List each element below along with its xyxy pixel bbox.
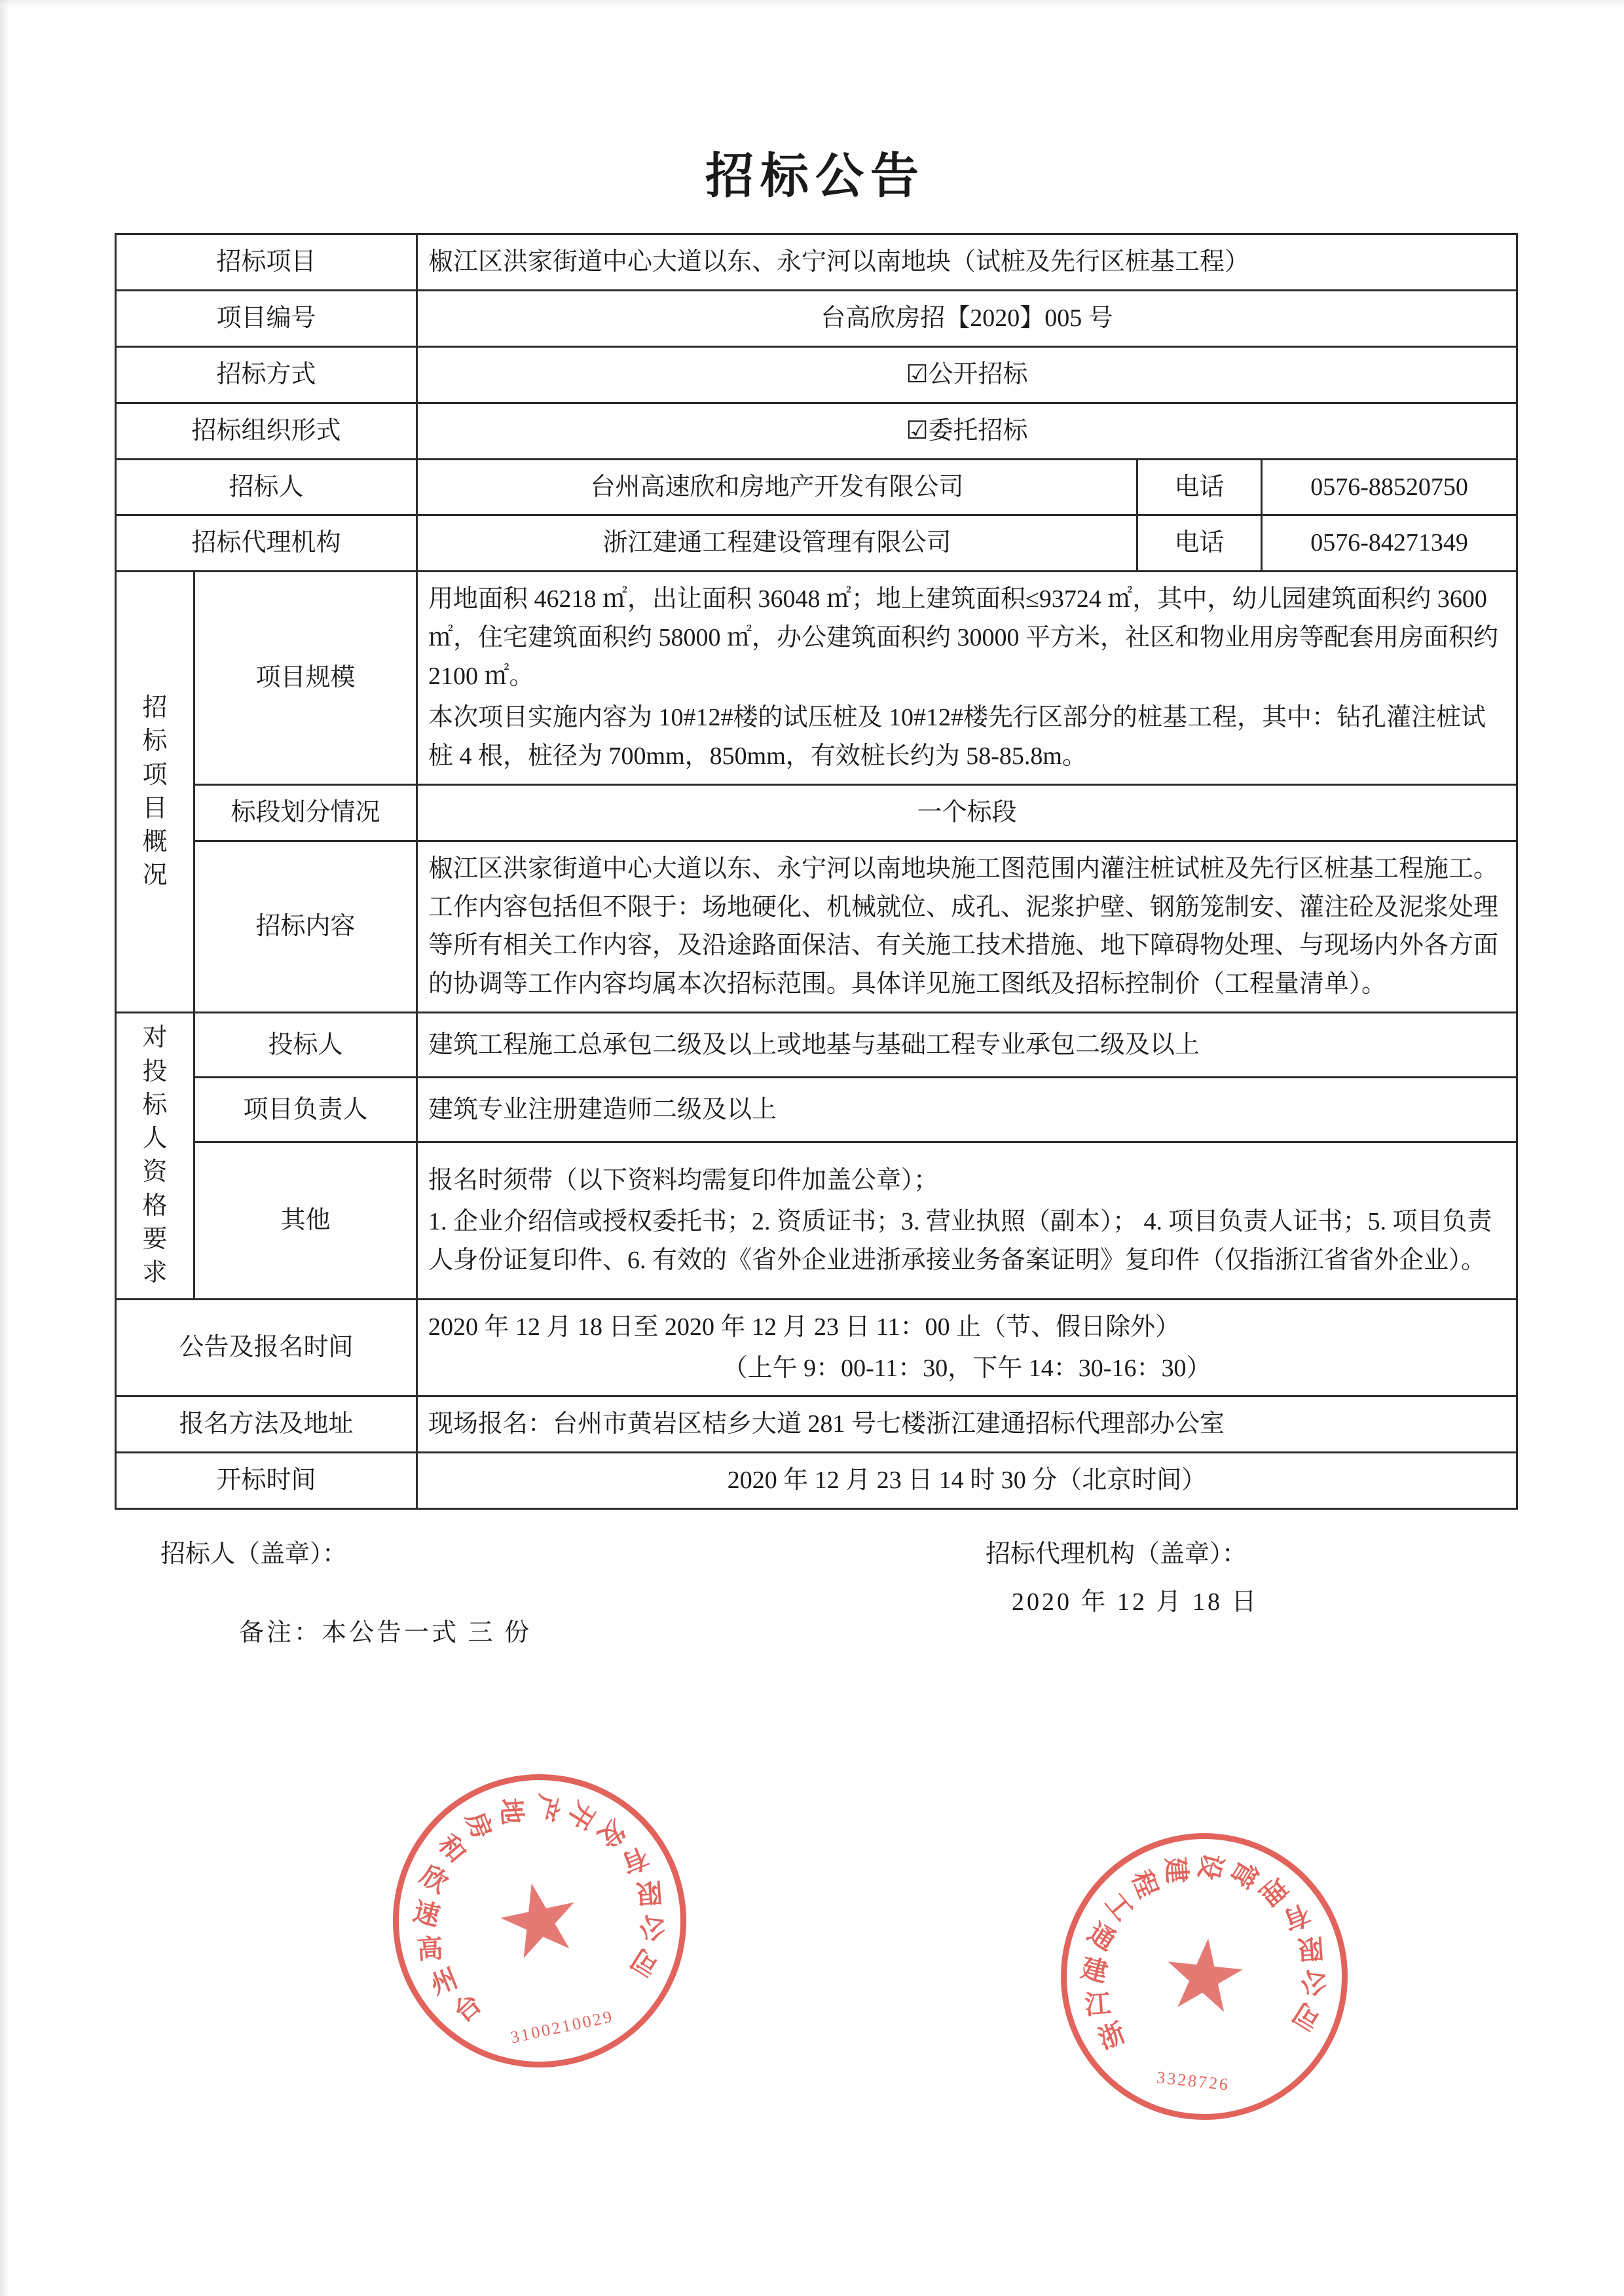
bidder-value: 建筑工程施工总承包二级及以上或地基与基础工程专业承包二级及以上	[417, 1013, 1517, 1078]
org-form-label: 招标组织形式	[116, 403, 417, 459]
tenderee-phone-value: 0576-88520750	[1262, 459, 1517, 515]
agency-value: 浙江建通工程建设管理有限公司	[417, 515, 1137, 572]
table-row	[116, 1013, 1517, 1078]
scale-label: 项目规模	[194, 572, 417, 784]
table-row	[116, 841, 1517, 1013]
stamp-star-icon: ★	[485, 1858, 595, 1984]
manager-value: 建筑专业注册建造师二级及以上	[417, 1078, 1517, 1142]
tenderee-label: 招标人	[116, 459, 417, 515]
table-row	[116, 1453, 1517, 1509]
agency-label: 招标代理机构	[116, 515, 417, 572]
section-value: 一个标段	[417, 784, 1517, 841]
qualification-category-label: 对投标人资格要求	[116, 1013, 194, 1299]
table-row	[116, 1299, 1517, 1396]
scan-edge-top	[0, 0, 1624, 7]
scan-edge-left	[0, 0, 9, 2296]
other-label: 其他	[194, 1142, 417, 1299]
agency-phone-label: 电话	[1137, 515, 1262, 572]
tenderee-stamp	[365, 1747, 713, 2094]
table-row	[116, 234, 1517, 291]
document-body	[115, 137, 1516, 1677]
announce-time-value	[417, 1299, 1517, 1396]
bid-method-label: 招标方式	[116, 346, 417, 403]
overview-category-label: 招标项目概况	[116, 572, 194, 1013]
table-row	[116, 346, 1517, 403]
tenderee-stamp-code: 3100210029	[509, 2007, 616, 2047]
stamp-star-icon: ★	[1154, 1918, 1254, 2035]
signup-method-label: 报名方法及地址	[116, 1396, 417, 1453]
agency-stamp	[1046, 1819, 1361, 2134]
table-row	[116, 572, 1517, 784]
content-value: 椒江区洪家街道中心大道以东、永宁河以南地块施工图范围内灌注桩试桩及先行区桩基工程施工。工作内容包括但不限于：场地硬化、机械就位、成孔、泥浆护壁、钢筋笼制安、灌注砼及泥浆处理等所有相关工作内容，及沿途路面保洁、有关施工技术措施、地下障碍物处理、与现场内外各方面的协调等工作内容均属本次招标范围。具体详见施工图纸及招标控制价（工程量清单）。	[417, 841, 1517, 1013]
agency-seal-date: 2020 年 12 月 18 日	[1012, 1588, 1259, 1616]
section-label: 标段划分情况	[194, 784, 417, 841]
table-row	[116, 403, 1517, 459]
note-label: 备注：本公告一式 三 份	[239, 1619, 532, 1647]
agency-stamp-text: 浙 江 建 通 工 程 建 设 管 理 有 限 公 司	[1078, 1850, 1331, 2055]
content-label: 招标内容	[194, 841, 417, 1013]
project-name-label: 招标项目	[116, 234, 417, 291]
project-name-value: 椒江区洪家街道中心大道以东、永宁河以南地块（试桩及先行区桩基工程）	[417, 234, 1517, 291]
table-row	[116, 784, 1517, 841]
bid-method-checkbox: ☑公开招标	[417, 346, 1517, 403]
table-row	[116, 1142, 1517, 1299]
tenderee-stamp-text: 台 州 高 速 欣 和 房 地 产 开 发 有 限 公 司	[410, 1791, 669, 2028]
signup-method-value: 现场报名：台州市黄岩区桔乡大道 281 号七楼浙江建通招标代理部办公室	[417, 1396, 1517, 1453]
page-title: 招标公告	[705, 150, 925, 204]
open-time-value: 2020 年 12 月 23 日 14 时 30 分（北京时间）	[417, 1453, 1517, 1509]
tenderee-value: 台州高速欣和房地产开发有限公司	[417, 459, 1137, 515]
agency-seal-block	[986, 1533, 1259, 1617]
project-no-label: 项目编号	[116, 290, 417, 346]
agency-phone-value: 0576-84271349	[1262, 515, 1517, 572]
table-row	[116, 1078, 1517, 1142]
org-form-checkbox: ☑委托招标	[417, 403, 1517, 459]
open-time-label: 开标时间	[116, 1453, 417, 1509]
scale-paragraph-1: 用地面积 46218 ㎡，出让面积 36048 ㎡；地上建筑面积≤93724 ㎡，其中，幼儿园建筑面积约 3600 ㎡，住宅建筑面积约 58000 ㎡，办公建筑面积约 30000 平方米，社区和物业用房等配套用房面积约 2100 ㎡。	[428, 585, 1499, 691]
signature-area	[115, 1527, 1516, 1677]
table-row	[116, 515, 1517, 572]
table-row	[116, 459, 1517, 515]
project-no-value: 台高欣房招【2020】005 号	[417, 290, 1517, 346]
manager-label: 项目负责人	[194, 1078, 417, 1142]
other-paragraph-2: 1. 企业介绍信或授权委托书；2. 资质证书；3. 营业执照（副本）； 4. 项目负责人证书；5. 项目负责人身份证复印件、6. 有效的《省外企业进浙承接业务备案证明》复印件（仅指浙江省省外企业）。	[428, 1207, 1492, 1274]
agency-seal-label: 招标代理机构（盖章）：	[986, 1540, 1247, 1569]
other-paragraph-1: 报名时须带（以下资料均需复印件加盖公章）；	[428, 1167, 939, 1195]
scale-value	[417, 572, 1517, 784]
announce-time-line-2: （上午 9：00-11：30，下午 14：30-16：30）	[722, 1354, 1211, 1382]
scale-paragraph-2: 本次项目实施内容为 10#12#楼的试压桩及 10#12#楼先行区部分的桩基工程，其中：钻孔灌注桩试桩 4 根，桩径为 700mm，850mm，有效桩长约为 58-85.8m。	[428, 704, 1486, 770]
table-row	[116, 1396, 1517, 1453]
tenderee-phone-label: 电话	[1137, 459, 1262, 515]
bid-announcement-table	[115, 233, 1518, 1510]
announce-time-label: 公告及报名时间	[116, 1299, 417, 1396]
tenderee-seal-label: 招标人（盖章）：	[160, 1540, 348, 1569]
announce-time-line-1: 2020 年 12 月 18 日至 2020 年 12 月 23 日 11：00 止（节、假日除外）	[428, 1313, 1181, 1341]
other-value	[417, 1142, 1517, 1299]
table-row	[116, 290, 1517, 346]
bidder-label: 投标人	[194, 1013, 417, 1078]
agency-stamp-code: 3328726	[1156, 2068, 1231, 2094]
